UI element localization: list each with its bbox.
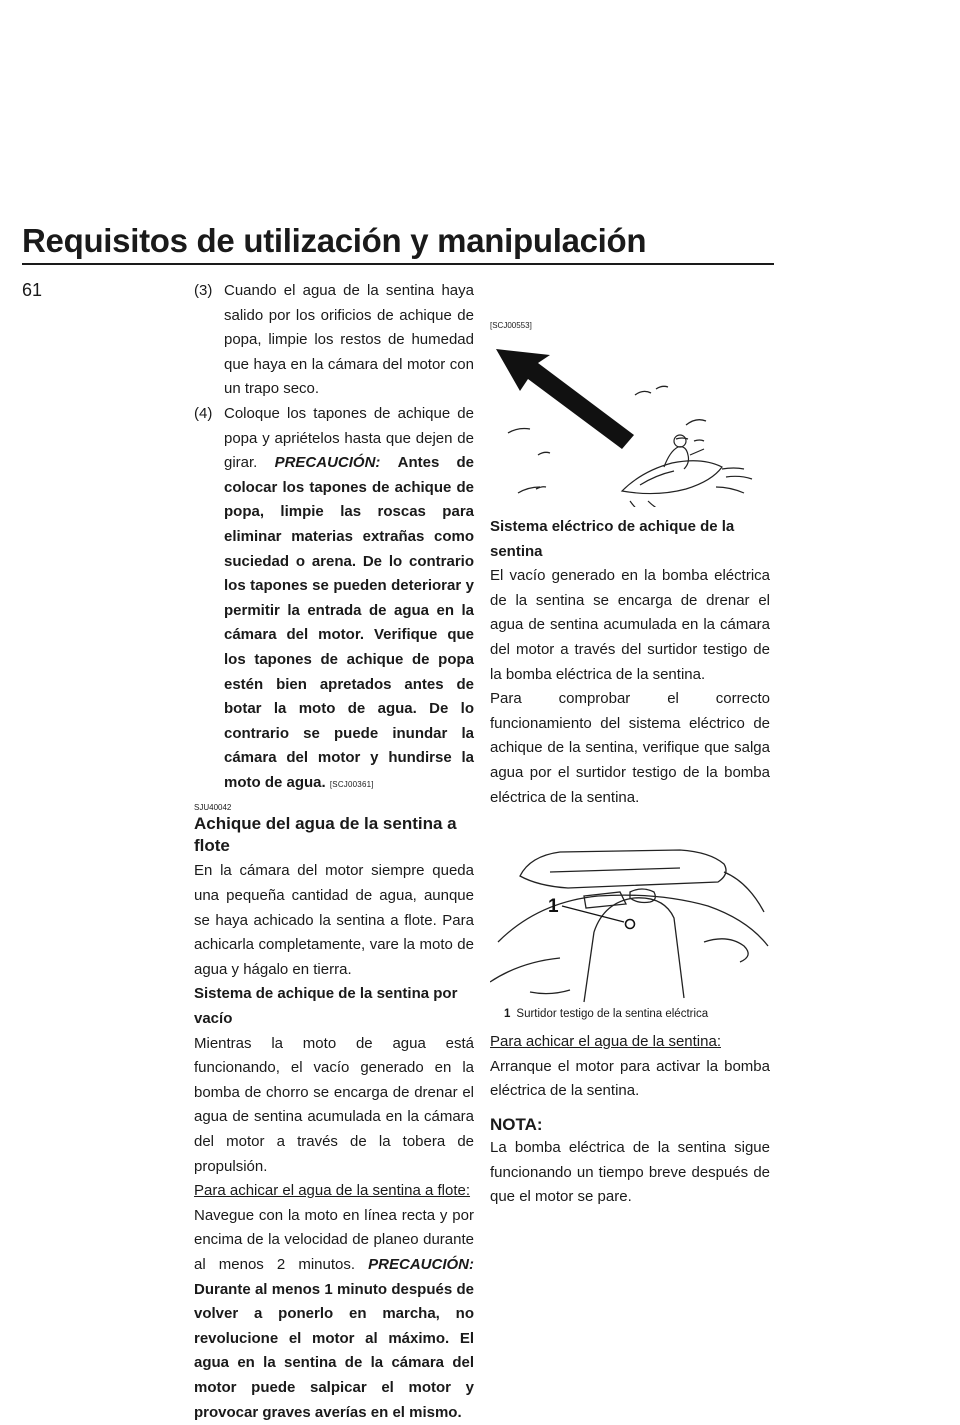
vacuum-paragraph: Mientras la moto de agua está funcionando, el vacío generado en la bomba de chorro se encarga de drenar el agua de sentina acumulada en la cámara del motor a través de la tobera de propulsión. [194,1034,474,1175]
step-4 [194,402,474,798]
electric-paragraph-1: El vacío generado en la bomba eléctrica de la sentina se encarga de drenar el agua de sentina acumulada en la cámara del motor a través del surtidor testigo de la bomba eléctrica de la sentina. [490,567,770,683]
step-number: (4) [194,404,213,422]
direction-arrow [496,349,634,449]
procedure-text: Navegue con la moto en línea recta y por encima de la velocidad de planeo durante al menos 2 minutos. [194,1206,474,1273]
caption-number: 1 [504,1008,511,1021]
wave-lines [508,386,706,507]
watercraft-figure [490,337,770,507]
caution-code: [SCJ00361] [329,779,374,789]
page-title: Requisitos de utilización y manipulación [22,222,774,265]
figure-caption [490,1006,770,1022]
caution-label: PRECAUCIÓN: [274,454,381,472]
step-instruction: Coloque los tapones de achique de popa y apriételos hasta que dejen de girar. [224,404,474,472]
electric-heading: Sistema eléctrico de achique de la sentina [490,518,735,560]
procedure-paragraph: Arranque el motor para activar la bomba eléctrica de la sentina. [490,1057,770,1100]
note-heading: NOTA: [490,1114,543,1134]
procedure-heading: Para achicar el agua de la sentina: [490,1033,721,1051]
bilge-outlet-nozzle [626,920,635,929]
note-paragraph: La bomba eléctrica de la sentina sigue funcionando un tiempo breve después de que el motor se pare. [490,1138,770,1206]
caution-text: Antes de colocar los tapones de achique de popa, limpie las roscas para eliminar materias extrañas como suciedad o arena. De lo contrario los tapones se pueden deteriorar y permitir la entrada de agua en la cámara del motor. Verifique que los tapones de achique de popa estén bien apretados antes de botar la moto de agua. De lo contrario se puede inundar la cámara del motor y hundirse la moto de agua. [224,454,474,791]
caution-code: [SCJ00553] [490,321,532,330]
watercraft [622,435,752,507]
page-header [22,222,774,265]
bilge-outlet-illustration [490,832,770,1004]
watercraft-illustration [490,337,770,507]
electric-paragraph-2: Para comprobar el correcto funcionamiento del sistema eléctrico de achique de la sentina, verifique que salga agua por el surtidor testigo de la bomba eléctrica de la sentina. [490,690,770,806]
bilge-outlet-figure [490,832,770,1022]
step-3 [194,279,474,402]
caption-text: Surtidor testigo de la sentina eléctrica [516,1008,709,1021]
caution-label: PRECAUCIÓN: [368,1255,474,1273]
vacuum-heading: Sistema de achique de la sentina por vacío [194,985,458,1028]
caution-text: Durante al menos 1 minuto después de volver a ponerlo en marcha, no revolucione el motor al máximo. El agua en la sentina de la cámara del motor puede salpicar el motor y provocar graves averías en el mismo. [194,1280,474,1421]
procedure-heading: Para achicar el agua de la sentina a flote: [194,1182,471,1200]
procedure-paragraph [194,1204,474,1425]
page-number: 61 [22,280,43,300]
section-title: Achique del agua de la sentina a flote [194,814,457,856]
step-text [224,402,474,798]
step-number: (3) [194,282,213,299]
step-text: Cuando el agua de la sentina haya salido por los orificios de achique de popa, limpie los restos de humedad que haya en la cámara del motor con un trapo seco. [224,282,474,398]
figure-callout-number: 1 [548,896,559,918]
intro-paragraph: En la cámara del motor siempre queda una pequeña cantidad de agua, aunque se haya achicado la sentina a flote. Para achicarla completamente, vare la moto de agua y hágalo en tierra. [194,862,474,978]
left-column [194,279,474,1425]
callout-line [562,906,624,922]
section-code: SJU40042 [194,803,232,813]
right-column [490,293,770,1210]
